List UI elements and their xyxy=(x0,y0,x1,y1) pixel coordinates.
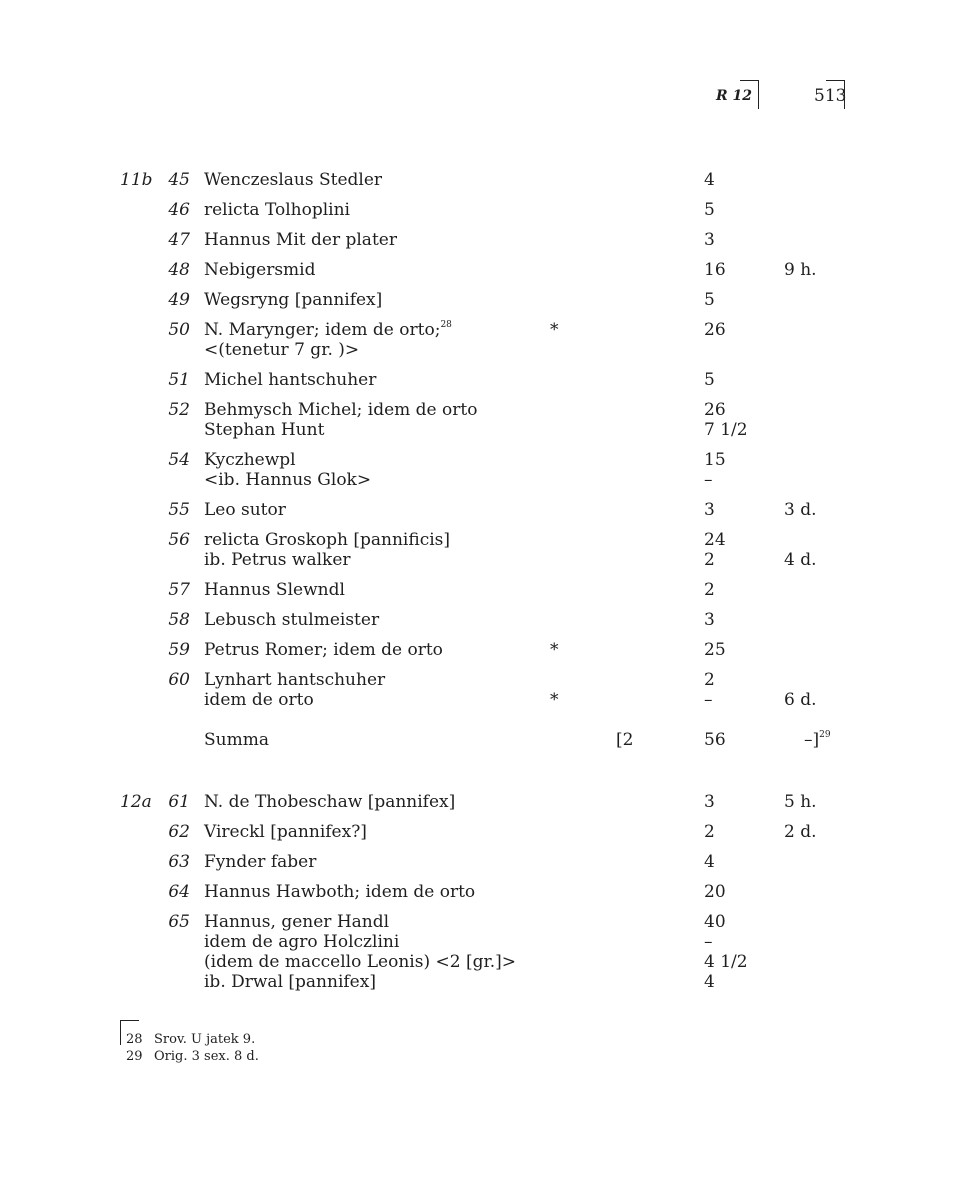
entry-text-content: Hannus, gener Handl xyxy=(204,912,390,932)
entry-line xyxy=(0,340,960,360)
asterisk-mark: * xyxy=(550,640,559,660)
entry-text-content: Wenczeslaus Stedler xyxy=(204,170,383,190)
summa-row xyxy=(0,730,960,750)
entry-number: 61 xyxy=(168,792,190,812)
entry-text-content: Stephan Hunt xyxy=(204,420,325,440)
groschen-value: 2 xyxy=(704,550,715,570)
entry-number: 51 xyxy=(168,370,190,390)
entry-row xyxy=(0,450,960,490)
page-number: 513 xyxy=(814,86,847,106)
entry-text-content: Wegsryng [pannifex] xyxy=(204,290,383,310)
denarius-value xyxy=(784,690,817,710)
groschen-value: 16 xyxy=(704,260,726,280)
entry-text xyxy=(204,290,382,310)
groschen-value: 4 xyxy=(704,972,715,992)
entry-row xyxy=(0,290,960,310)
entry-line xyxy=(0,690,960,710)
entry-text xyxy=(204,690,314,710)
entry-line xyxy=(0,500,960,520)
entry-text xyxy=(204,610,379,630)
entry-text xyxy=(204,882,475,902)
entry-line xyxy=(0,450,960,470)
entry-text-content: Lebusch stulmeister xyxy=(204,610,380,630)
groschen-value: 4 xyxy=(704,852,715,872)
groschen-value: 2 xyxy=(704,580,715,600)
denarius-value xyxy=(784,500,817,520)
entry-number: 64 xyxy=(168,882,190,902)
groschen-value: 26 xyxy=(704,400,726,420)
groschen-value: 26 xyxy=(704,320,726,340)
entry-text xyxy=(204,420,324,440)
groschen-value: 56 xyxy=(704,730,726,750)
entry-text-content: idem de orto xyxy=(204,690,314,710)
denarius-text: 2 d. xyxy=(784,822,817,842)
footnote-text: Srov. U jatek 9. xyxy=(154,1032,256,1047)
footnote-ref: 29 xyxy=(819,730,831,740)
entry-text-content: Hannus Hawboth; idem de orto xyxy=(204,882,476,902)
groschen-value: 2 xyxy=(704,670,715,690)
entry-text-content: (idem de maccello Leonis) <2 [gr.]> xyxy=(204,952,517,972)
entry-row xyxy=(0,200,960,220)
groschen-value: 24 xyxy=(704,530,726,550)
entry-row xyxy=(0,822,960,842)
entry-line xyxy=(0,610,960,630)
groschen-value: 4 xyxy=(704,170,715,190)
groschen-value: 7 1/2 xyxy=(704,420,748,440)
groschen-value: – xyxy=(704,932,713,952)
entry-text xyxy=(204,932,399,952)
entry-line xyxy=(0,260,960,280)
entry-text xyxy=(204,230,397,250)
entry-line xyxy=(0,730,960,750)
entry-number: 49 xyxy=(168,290,190,310)
section-code: R 12 xyxy=(716,88,752,104)
entry-number: 60 xyxy=(168,670,190,690)
entry-line xyxy=(0,580,960,600)
entry-number: 63 xyxy=(168,852,190,872)
entry-line xyxy=(0,852,960,872)
denarius-text: 5 h. xyxy=(784,792,817,812)
page-corner-mark xyxy=(826,80,845,109)
entry-text-content: Hannus Mit der plater xyxy=(204,230,397,250)
folio-marker: 11b xyxy=(120,170,153,190)
summa-sexagena: [2 xyxy=(616,730,634,750)
entry-text xyxy=(204,580,345,600)
entry-text xyxy=(204,912,389,932)
entry-number: 56 xyxy=(168,530,190,550)
footnote xyxy=(126,1049,259,1064)
denarius-text: 6 d. xyxy=(784,690,817,710)
entry-text-content: relicta Tolhoplini xyxy=(204,200,350,220)
entry-text xyxy=(204,450,296,470)
entry-text xyxy=(204,952,516,972)
asterisk-mark: * xyxy=(550,690,559,710)
entry-line xyxy=(0,792,960,812)
entry-number: 54 xyxy=(168,450,190,470)
entry-text-content: Kyczhewpl xyxy=(204,450,296,470)
entry-number: 62 xyxy=(168,822,190,842)
denarius-value xyxy=(804,730,831,750)
entry-row xyxy=(0,370,960,390)
entry-text-content: Summa xyxy=(204,730,269,750)
entry-text-content: ib. Drwal [pannifex] xyxy=(204,972,376,992)
entry-text xyxy=(204,320,452,340)
denarius-text: –] xyxy=(804,730,820,750)
entry-text-content: Fynder faber xyxy=(204,852,317,872)
groschen-value: 3 xyxy=(704,500,715,520)
entry-row xyxy=(0,640,960,660)
groschen-value: 40 xyxy=(704,912,726,932)
entry-line xyxy=(0,470,960,490)
footnote-text: Orig. 3 sex. 8 d. xyxy=(154,1049,259,1064)
entry-text xyxy=(204,972,376,992)
groschen-value: 4 1/2 xyxy=(704,952,748,972)
entry-text-content: Behmysch Michel; idem de orto xyxy=(204,400,478,420)
entry-text-content: relicta Groskoph [pannificis] xyxy=(204,530,451,550)
groschen-value: 5 xyxy=(704,290,715,310)
entry-text xyxy=(204,200,350,220)
groschen-value: 3 xyxy=(704,230,715,250)
entry-line xyxy=(0,530,960,550)
entry-line xyxy=(0,670,960,690)
groschen-value: – xyxy=(704,470,713,490)
entry-text-content: Nebigersmid xyxy=(204,260,316,280)
entry-number: 46 xyxy=(168,200,190,220)
entry-line xyxy=(0,290,960,310)
entry-text-content: N. de Thobeschaw [pannifex] xyxy=(204,792,456,812)
entry-row xyxy=(0,320,960,360)
groschen-value: 3 xyxy=(704,792,715,812)
groschen-value: 25 xyxy=(704,640,726,660)
entry-text xyxy=(204,470,371,490)
asterisk-mark: * xyxy=(550,320,559,340)
section-corner-mark xyxy=(740,80,759,109)
entry-line xyxy=(0,170,960,190)
groschen-value: 15 xyxy=(704,450,726,470)
denarius-text: 4 d. xyxy=(784,550,817,570)
entry-text-content: idem de agro Holczlini xyxy=(204,932,400,952)
entry-text-content: Petrus Romer; idem de orto xyxy=(204,640,443,660)
summa-label xyxy=(204,730,269,750)
folio-marker: 12a xyxy=(120,792,152,812)
entry-row xyxy=(0,530,960,570)
entry-line xyxy=(0,882,960,902)
denarius-value xyxy=(784,792,817,812)
entry-text xyxy=(204,400,477,420)
entry-line xyxy=(0,640,960,660)
entry-number: 58 xyxy=(168,610,190,630)
entry-number: 65 xyxy=(168,912,190,932)
entry-line xyxy=(0,822,960,842)
entry-row xyxy=(0,882,960,902)
entry-row xyxy=(0,852,960,872)
entry-text-content: Michel hantschuher xyxy=(204,370,377,390)
entry-text-content: Vireckl [pannifex?] xyxy=(204,822,367,842)
entry-row xyxy=(0,230,960,250)
entry-text xyxy=(204,550,351,570)
entry-number: 59 xyxy=(168,640,190,660)
entry-line xyxy=(0,200,960,220)
entry-line xyxy=(0,972,960,992)
entry-number: 52 xyxy=(168,400,190,420)
entry-number: 47 xyxy=(168,230,190,250)
denarius-value xyxy=(784,550,817,570)
entry-line xyxy=(0,912,960,932)
entry-text xyxy=(204,822,367,842)
entry-text-content: Lynhart hantschuher xyxy=(204,670,386,690)
entry-text-content: Hannus Slewndl xyxy=(204,580,345,600)
groschen-value: 20 xyxy=(704,882,726,902)
entry-text-content: <ib. Hannus Glok> xyxy=(204,470,372,490)
footnote-ref: 28 xyxy=(440,320,452,330)
entry-line xyxy=(0,420,960,440)
groschen-value: 5 xyxy=(704,200,715,220)
page-header xyxy=(0,80,960,110)
denarius-value xyxy=(784,822,817,842)
entry-text xyxy=(204,500,286,520)
entry-text xyxy=(204,170,382,190)
entry-number: 50 xyxy=(168,320,190,340)
footnote-number: 29 xyxy=(126,1049,143,1064)
entry-row xyxy=(0,260,960,280)
denarius-value xyxy=(784,260,817,280)
entry-text-content: ib. Petrus walker xyxy=(204,550,351,570)
groschen-value: – xyxy=(704,690,713,710)
groschen-value: 2 xyxy=(704,822,715,842)
denarius-text: 3 d. xyxy=(784,500,817,520)
entry-number: 45 xyxy=(168,170,190,190)
entry-text xyxy=(204,530,450,550)
entry-text xyxy=(204,260,316,280)
entry-text xyxy=(204,340,359,360)
groschen-value: 5 xyxy=(704,370,715,390)
entry-line xyxy=(0,230,960,250)
entry-line xyxy=(0,550,960,570)
entry-line xyxy=(0,400,960,420)
groschen-value: 3 xyxy=(704,610,715,630)
entry-row xyxy=(0,170,960,190)
footnote-number: 28 xyxy=(126,1032,143,1047)
entry-row xyxy=(0,670,960,710)
entry-row xyxy=(0,912,960,992)
entry-line xyxy=(0,932,960,952)
entry-row xyxy=(0,792,960,812)
entry-row xyxy=(0,580,960,600)
entry-row xyxy=(0,500,960,520)
entry-line xyxy=(0,370,960,390)
entry-text-content: <(tenetur 7 gr. )> xyxy=(204,340,360,360)
denarius-text: 9 h. xyxy=(784,260,817,280)
entry-text xyxy=(204,370,376,390)
entry-row xyxy=(0,400,960,440)
entry-text-content: Leo sutor xyxy=(204,500,286,520)
entry-text xyxy=(204,670,385,690)
entry-text xyxy=(204,852,316,872)
entry-number: 55 xyxy=(168,500,190,520)
entry-line xyxy=(0,952,960,972)
footnote xyxy=(126,1032,255,1047)
entry-text-content: N. Marynger; idem de orto; xyxy=(204,320,441,340)
entry-text xyxy=(204,640,443,660)
entry-row xyxy=(0,610,960,630)
entry-number: 48 xyxy=(168,260,190,280)
entry-line xyxy=(0,320,960,340)
entry-text xyxy=(204,792,455,812)
entry-number: 57 xyxy=(168,580,190,600)
